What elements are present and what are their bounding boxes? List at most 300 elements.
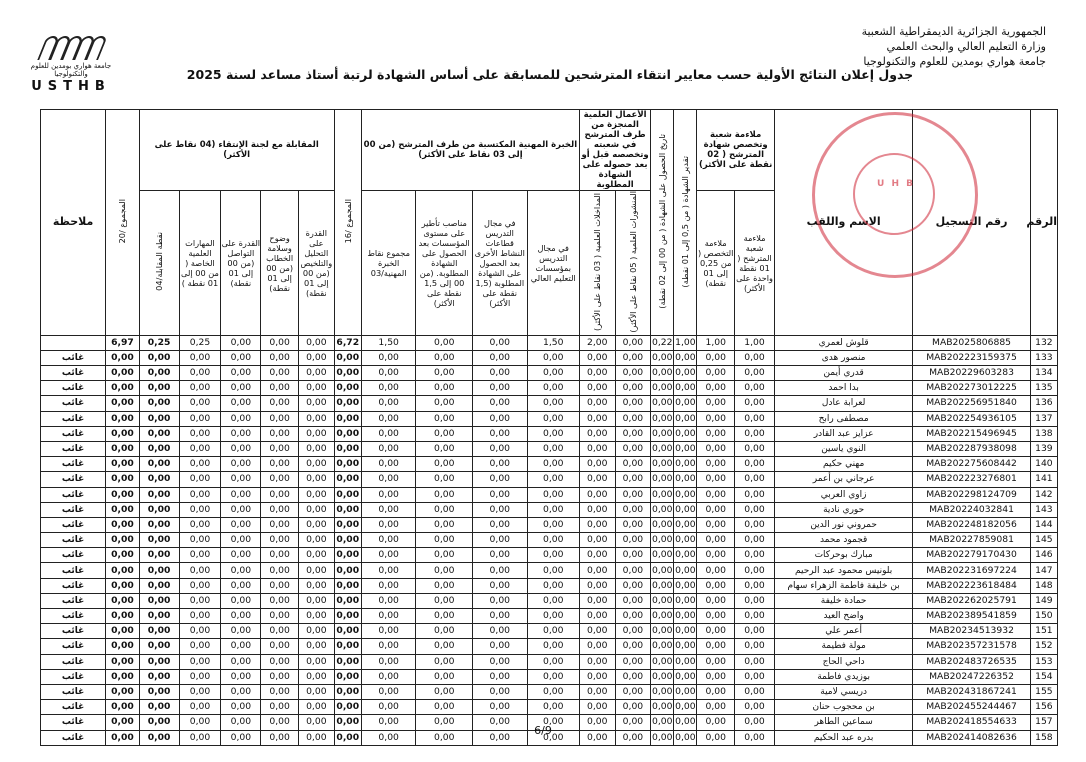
row-note [41,335,106,350]
row-exp-higher-ed: 0,00 [527,730,579,745]
stamp-text: U H B [877,179,915,189]
row-int-communication: 0,00 [221,730,261,745]
row-fit-speciality: 0,00 [697,381,735,396]
table-row [41,593,1058,608]
row-fit-field: 0,00 [735,654,775,669]
row-fit-field: 0,00 [735,639,775,654]
row-int-communication: 0,00 [221,609,261,624]
row-int-skills: 0,00 [179,730,221,745]
row-int-skills: 0,00 [179,563,221,578]
header-line-1: الجمهورية الجزائرية الديمقراطية الشعبية [861,25,1046,38]
row-int-clarity: 0,00 [261,684,299,699]
table-row [41,639,1058,654]
row-int-communication: 0,00 [221,700,261,715]
row-exp-other: 0,00 [473,502,528,517]
row-int-skills: 0,00 [179,396,221,411]
row-int-analysis: 0,00 [299,654,335,669]
row-exp-other: 0,00 [473,654,528,669]
row-publications: 0,00 [615,350,651,365]
row-exp-supervision: 0,00 [416,684,473,699]
row-fit-speciality: 0,00 [697,426,735,441]
row-exp-higher-ed: 0,00 [527,426,579,441]
row-sum20: 0,00 [106,669,140,684]
row-publications: 0,00 [615,578,651,593]
row-note: غائب [41,502,106,517]
row-date: 0,00 [651,487,674,502]
row-note: غائب [41,548,106,563]
row-communications: 0,00 [579,517,615,532]
row-fit-speciality: 0,00 [697,487,735,502]
row-fit-field: 0,00 [735,441,775,456]
row-publications: 0,00 [615,457,651,472]
row-date: 0,00 [651,426,674,441]
row-fit-field: 0,00 [735,517,775,532]
row-exp-higher-ed: 0,00 [527,639,579,654]
row-fit-field: 0,00 [735,350,775,365]
row-sum20: 0,00 [106,381,140,396]
table-row [41,563,1058,578]
row-reg: MAB202223159375 [913,350,1030,365]
row-exp-total: 0,00 [361,381,416,396]
row-date: 0,00 [651,472,674,487]
row-date: 0,00 [651,593,674,608]
usthb-logo [30,36,112,94]
row-num: 153 [1030,654,1057,669]
row-exp-other: 0,00 [473,396,528,411]
row-publications: 0,00 [615,396,651,411]
row-reg: MAB202231697224 [913,563,1030,578]
row-fit-speciality: 0,00 [697,548,735,563]
row-sum16: 0,00 [334,381,361,396]
row-grade: 0,00 [674,426,697,441]
row-exp-total: 0,00 [361,533,416,548]
results-table [40,109,1058,746]
col-communications: المداخلات العلمية ( 03 نقاط على الأكثر) [579,191,615,336]
row-int-clarity: 0,00 [261,426,299,441]
row-date: 0,00 [651,624,674,639]
row-fit-speciality: 0,00 [697,517,735,532]
table-row [41,411,1058,426]
logo-arches-icon [36,36,106,60]
row-sum16: 0,00 [334,669,361,684]
row-sum20: 0,00 [106,487,140,502]
row-name: واضح العيد [774,609,912,624]
row-sum20: 6,97 [106,335,140,350]
row-fit-field: 1,00 [735,335,775,350]
row-num: 138 [1030,426,1057,441]
row-name: زاوي العربي [774,487,912,502]
row-reg: MAB202431867241 [913,684,1030,699]
row-date: 0,22 [651,335,674,350]
row-grade: 1,00 [674,335,697,350]
row-grade: 0,00 [674,457,697,472]
row-fit-field: 0,00 [735,578,775,593]
row-int-total: 0,00 [139,700,179,715]
row-exp-other: 0,00 [473,517,528,532]
row-date: 0,00 [651,548,674,563]
row-publications: 0,00 [615,517,651,532]
row-sum16: 6,72 [334,335,361,350]
row-exp-total: 0,00 [361,730,416,745]
row-int-clarity: 0,00 [261,366,299,381]
table-row [41,457,1058,472]
row-sum20: 0,00 [106,426,140,441]
row-name: بدا احمد [774,381,912,396]
row-int-total: 0,00 [139,654,179,669]
table-row [41,366,1058,381]
table-row [41,335,1058,350]
row-sum16: 0,00 [334,654,361,669]
row-grade: 0,00 [674,684,697,699]
row-int-total: 0,00 [139,730,179,745]
col-group-interview: المقابلة مع لجنة الإنتقاء (04 نقاط على الأكثر) [139,110,334,191]
row-sum16: 0,00 [334,609,361,624]
row-num: 139 [1030,441,1057,456]
row-exp-other: 0,00 [473,335,528,350]
row-int-communication: 0,00 [221,684,261,699]
row-int-communication: 0,00 [221,335,261,350]
row-publications: 0,00 [615,441,651,456]
row-int-skills: 0,00 [179,533,221,548]
row-int-clarity: 0,00 [261,669,299,684]
row-exp-supervision: 0,00 [416,548,473,563]
row-exp-supervision: 0,00 [416,624,473,639]
row-num: 135 [1030,381,1057,396]
row-grade: 0,00 [674,624,697,639]
row-exp-total: 0,00 [361,426,416,441]
row-exp-supervision: 0,00 [416,609,473,624]
row-int-clarity: 0,00 [261,335,299,350]
row-sum16: 0,00 [334,593,361,608]
table-row [41,487,1058,502]
row-exp-other: 0,00 [473,411,528,426]
row-reg: MAB202262025791 [913,593,1030,608]
row-exp-supervision: 0,00 [416,700,473,715]
row-exp-total: 0,00 [361,684,416,699]
row-int-skills: 0,00 [179,457,221,472]
row-exp-supervision: 0,00 [416,502,473,517]
row-int-total: 0,00 [139,609,179,624]
row-fit-field: 0,00 [735,396,775,411]
row-exp-other: 0,00 [473,487,528,502]
row-date: 0,00 [651,350,674,365]
row-exp-total: 1,50 [361,335,416,350]
row-int-skills: 0,00 [179,487,221,502]
row-date: 0,00 [651,502,674,517]
col-fit-speciality: ملاءمة التخصص ( من 0,25 إلى 01 نقطة) [697,191,735,336]
row-int-total: 0,00 [139,411,179,426]
row-int-skills: 0,00 [179,381,221,396]
row-exp-higher-ed: 0,00 [527,396,579,411]
row-fit-speciality: 0,00 [697,411,735,426]
table-row [41,472,1058,487]
row-int-skills: 0,00 [179,502,221,517]
row-num: 158 [1030,730,1057,745]
row-communications: 0,00 [579,502,615,517]
table-row [41,669,1058,684]
row-name: بدره عبد الحكيم [774,730,912,745]
row-int-communication: 0,00 [221,396,261,411]
row-grade: 0,00 [674,517,697,532]
row-int-analysis: 0,00 [299,457,335,472]
row-note: غائب [41,715,106,730]
row-date: 0,00 [651,381,674,396]
row-publications: 0,00 [615,472,651,487]
row-exp-total: 0,00 [361,350,416,365]
row-int-skills: 0,00 [179,426,221,441]
col-int-skills: المهارات العلمية الخاصة ( من 00 إلى 01 نقطة ) [179,191,221,336]
row-int-analysis: 0,00 [299,578,335,593]
row-int-total: 0,00 [139,366,179,381]
row-fit-field: 0,00 [735,700,775,715]
col-sum20: المجموع /20 [106,110,140,336]
row-fit-field: 0,00 [735,548,775,563]
row-num: 157 [1030,715,1057,730]
row-fit-speciality: 0,00 [697,684,735,699]
row-int-clarity: 0,00 [261,548,299,563]
document-title: جدول إعلان النتائج الأولية حسب معايير انتقاء المترشحين للمسابقة على أساس الشهادة لرتبة أستاذ مساعد لسنة 2025 [186,67,914,82]
row-int-clarity: 0,00 [261,654,299,669]
row-exp-higher-ed: 0,00 [527,593,579,608]
row-int-total: 0,00 [139,517,179,532]
header-line-3: جامعة هواري بومدين للعلوم والتكنولوجيا [863,55,1046,68]
row-sum16: 0,00 [334,700,361,715]
col-sum16: المجموع /16 [334,110,361,336]
row-sum16: 0,00 [334,548,361,563]
row-note: غائب [41,472,106,487]
row-name: سماعين الطاهر [774,715,912,730]
row-int-analysis: 0,00 [299,730,335,745]
row-communications: 0,00 [579,669,615,684]
ministry-header [862,24,1046,69]
row-grade: 0,00 [674,700,697,715]
col-name: الاسم واللقب [774,110,912,336]
row-exp-supervision: 0,00 [416,654,473,669]
row-reg: MAB20227859081 [913,533,1030,548]
row-int-clarity: 0,00 [261,441,299,456]
row-name: دريسي لامية [774,684,912,699]
row-note: غائب [41,578,106,593]
row-int-total: 0,00 [139,457,179,472]
row-grade: 0,00 [674,730,697,745]
row-communications: 0,00 [579,441,615,456]
row-date: 0,00 [651,533,674,548]
row-date: 0,00 [651,730,674,745]
row-int-communication: 0,00 [221,502,261,517]
row-fit-speciality: 0,00 [697,730,735,745]
col-int-total: نقطة المقابلة/04 [139,191,179,336]
row-sum20: 0,00 [106,609,140,624]
row-sum20: 0,00 [106,548,140,563]
row-num: 150 [1030,609,1057,624]
row-grade: 0,00 [674,502,697,517]
row-exp-supervision: 0,00 [416,730,473,745]
row-int-clarity: 0,00 [261,609,299,624]
row-exp-other: 0,00 [473,350,528,365]
row-int-skills: 0,00 [179,578,221,593]
row-fit-speciality: 0,00 [697,366,735,381]
row-date: 0,00 [651,396,674,411]
row-exp-higher-ed: 1,50 [527,335,579,350]
row-int-clarity: 0,00 [261,502,299,517]
row-communications: 0,00 [579,730,615,745]
row-note: غائب [41,624,106,639]
row-publications: 0,00 [615,381,651,396]
row-sum20: 0,00 [106,457,140,472]
row-num: 154 [1030,669,1057,684]
row-int-skills: 0,00 [179,548,221,563]
row-reg: MAB202418554633 [913,715,1030,730]
row-exp-total: 0,00 [361,487,416,502]
row-name: أعمر علي [774,624,912,639]
row-reg: MAB202256951840 [913,396,1030,411]
row-reg: MAB202215496945 [913,426,1030,441]
row-exp-supervision: 0,00 [416,350,473,365]
row-int-clarity: 0,00 [261,715,299,730]
row-communications: 0,00 [579,700,615,715]
row-sum16: 0,00 [334,715,361,730]
row-reg: MAB202279170430 [913,548,1030,563]
row-name: عزايز عبد القادر [774,426,912,441]
row-sum16: 0,00 [334,457,361,472]
row-int-total: 0,00 [139,684,179,699]
row-num: 152 [1030,639,1057,654]
row-communications: 0,00 [579,472,615,487]
row-exp-total: 0,00 [361,654,416,669]
row-grade: 0,00 [674,669,697,684]
row-reg: MAB202248182056 [913,517,1030,532]
row-exp-other: 0,00 [473,700,528,715]
row-reg: MAB20229603283 [913,366,1030,381]
row-exp-other: 0,00 [473,639,528,654]
row-exp-higher-ed: 0,00 [527,517,579,532]
row-name: بن خليفة فاطمة الزهراء سهام [774,578,912,593]
row-communications: 0,00 [579,654,615,669]
row-exp-other: 0,00 [473,578,528,593]
row-reg: MAB202254936105 [913,411,1030,426]
row-exp-other: 0,00 [473,381,528,396]
row-int-analysis: 0,00 [299,715,335,730]
row-grade: 0,00 [674,715,697,730]
row-int-analysis: 0,00 [299,548,335,563]
row-date: 0,00 [651,517,674,532]
table-row [41,517,1058,532]
row-int-communication: 0,00 [221,472,261,487]
row-exp-total: 0,00 [361,578,416,593]
row-sum16: 0,00 [334,472,361,487]
row-grade: 0,00 [674,441,697,456]
table-row [41,426,1058,441]
table-row [41,609,1058,624]
row-int-clarity: 0,00 [261,517,299,532]
row-date: 0,00 [651,563,674,578]
row-exp-other: 0,00 [473,563,528,578]
row-exp-total: 0,00 [361,548,416,563]
row-num: 132 [1030,335,1057,350]
row-grade: 0,00 [674,609,697,624]
row-name: بن محجوب حنان [774,700,912,715]
row-fit-speciality: 0,00 [697,669,735,684]
row-num: 141 [1030,472,1057,487]
row-int-analysis: 0,00 [299,609,335,624]
row-sum20: 0,00 [106,366,140,381]
col-int-analysis: القدرة على التحليل والتلخيص (من 00 إلى 01 نقطة) [299,191,335,336]
row-date: 0,00 [651,654,674,669]
row-name: داحي الحاج [774,654,912,669]
row-fit-speciality: 0,00 [697,654,735,669]
row-date: 0,00 [651,411,674,426]
col-group-works: الأعمال العلمية المنجزة من طرف المترشح في شعبته وتخصصه قبل أو بعد حصوله على الشهادة المطلوبة [579,110,650,191]
row-sum16: 0,00 [334,730,361,745]
row-int-skills: 0,00 [179,669,221,684]
row-name: مهني حكيم [774,457,912,472]
row-exp-supervision: 0,00 [416,441,473,456]
row-fit-field: 0,00 [735,533,775,548]
row-note: غائب [41,517,106,532]
row-int-communication: 0,00 [221,563,261,578]
row-reg: MAB202223618484 [913,578,1030,593]
row-reg: MAB202273012225 [913,381,1030,396]
row-communications: 0,00 [579,381,615,396]
row-fit-speciality: 0,00 [697,563,735,578]
row-communications: 0,00 [579,487,615,502]
row-int-communication: 0,00 [221,639,261,654]
row-sum16: 0,00 [334,684,361,699]
table-row [41,441,1058,456]
table-row [41,350,1058,365]
row-int-analysis: 0,00 [299,366,335,381]
row-exp-other: 0,00 [473,472,528,487]
row-grade: 0,00 [674,563,697,578]
row-fit-field: 0,00 [735,487,775,502]
row-exp-supervision: 0,00 [416,335,473,350]
row-date: 0,00 [651,700,674,715]
row-int-communication: 0,00 [221,487,261,502]
row-grade: 0,00 [674,533,697,548]
row-exp-other: 0,00 [473,593,528,608]
row-reg: MAB202414082636 [913,730,1030,745]
row-int-communication: 0,00 [221,441,261,456]
row-fit-field: 0,00 [735,669,775,684]
row-fit-speciality: 1,00 [697,335,735,350]
row-name: مبارك بوحركات [774,548,912,563]
row-int-clarity: 0,00 [261,563,299,578]
row-int-analysis: 0,00 [299,684,335,699]
table-row [41,381,1058,396]
row-exp-other: 0,00 [473,715,528,730]
row-int-clarity: 0,00 [261,730,299,745]
row-grade: 0,00 [674,366,697,381]
row-publications: 0,00 [615,502,651,517]
row-int-communication: 0,00 [221,578,261,593]
row-exp-supervision: 0,00 [416,472,473,487]
row-note: غائب [41,350,106,365]
row-sum20: 0,00 [106,350,140,365]
row-name: قدري أيمن [774,366,912,381]
row-fit-field: 0,00 [735,472,775,487]
row-sum20: 0,00 [106,411,140,426]
row-publications: 0,00 [615,624,651,639]
row-int-analysis: 0,00 [299,441,335,456]
row-sum20: 0,00 [106,441,140,456]
row-exp-other: 0,00 [473,730,528,745]
row-grade: 0,00 [674,350,697,365]
row-grade: 0,00 [674,639,697,654]
row-sum16: 0,00 [334,350,361,365]
row-note: غائب [41,700,106,715]
row-int-clarity: 0,00 [261,350,299,365]
row-note: غائب [41,639,106,654]
